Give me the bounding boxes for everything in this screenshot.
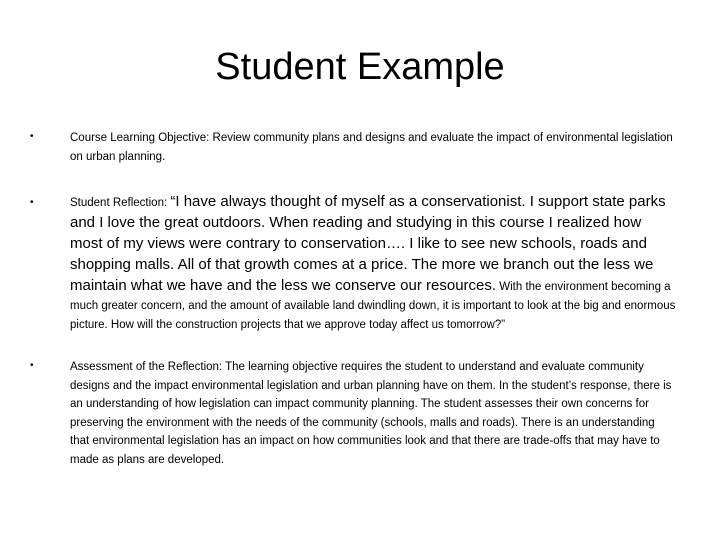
reflection-label: Student Reflection:: [70, 197, 171, 209]
learning-objective-text: Course Learning Objective: Review community plans and designs and evaluate the impact of environmental legislation on urban planning.: [70, 132, 673, 163]
bullet-item-learning-objective: [30, 128, 676, 165]
bullet-icon: •: [30, 360, 34, 371]
bullet-list: [30, 128, 676, 468]
reflection-continuation: With the environment becoming a much greater concern, and the amount of available land dwindling down, it is important to look at the big and enormous picture. How will the construction projects that we approve today affect us tomorrow?”: [70, 281, 676, 331]
assessment-text: Assessment of the Reflection: The learning objective requires the student to understand and evaluate community designs and the impact environmental legislation and urban planning have on them. In the student’s response, there is an understanding of how legislation can impact community planning. The student assesses their own concerns for preserving the environment with the needs of the community (schools, malls and roads). There is an understanding that environmental legislation has an impact on how communities look and that there are trade-offs that may have to made as plans are developed.: [70, 361, 672, 466]
bullet-item-assessment: [30, 357, 676, 468]
bullet-item-student-reflection: [30, 191, 676, 333]
bullet-icon: •: [30, 197, 34, 208]
slide-title: Student Example: [215, 46, 505, 88]
bullet-icon: •: [30, 131, 34, 142]
reflection-quote: “I have always thought of myself as a conservationist. I support state parks and I love the great outdoors. When reading and studying in this course I realized how most of my views were contrary to conservation…. I like to see new schools, roads and shopping malls. All of that growth comes at a price. The more we branch out the less we maintain what we have and the less we conserve our resources.: [70, 193, 666, 294]
